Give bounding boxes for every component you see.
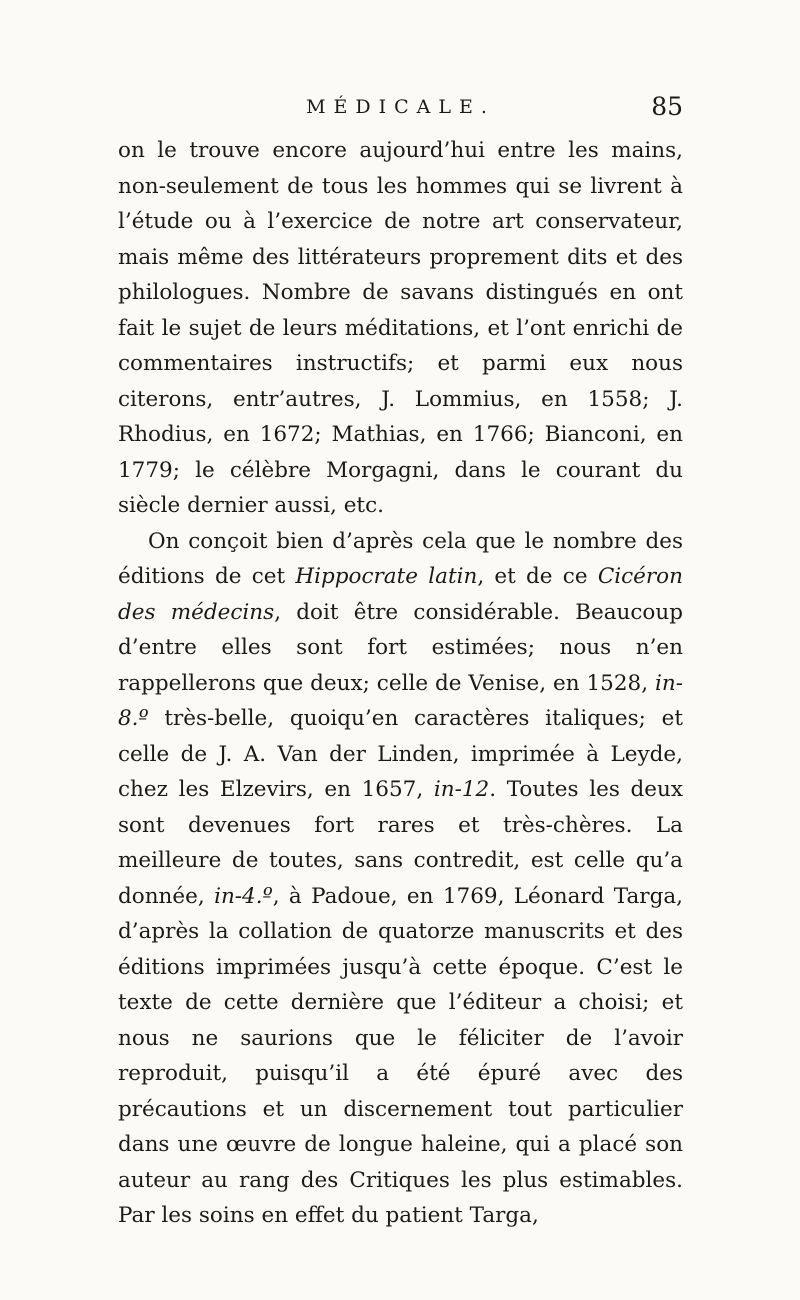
page-header	[118, 92, 683, 132]
paragraph-2-text: très-belle, quoiqu’en caractères italiques; et celle de J. A. Van der Linden, imprimée à Leyde, chez les Elzevirs, en 1657,	[118, 706, 683, 802]
italic-title-ciceron: Cicéron des médecins	[118, 564, 683, 625]
italic-format-in4: in-4.º	[214, 883, 273, 909]
paragraph-2	[118, 524, 683, 1234]
italic-title-hippocrate: Hippocrate latin	[295, 564, 478, 589]
italic-format-in12: in-12	[433, 777, 490, 802]
paragraph-1: on le trouve encore aujourd’hui entre les mains, non-seulement de tous les hommes qui se livrent à l’étude ou à l’exercice de notre art conservateur, mais même des littérateurs proprement dits et des philologues. Nombre de savans distingués en ont fait le sujet de leurs méditations, et l’ont enrichi de commentaires instructifs; et parmi eux nous citerons, entr’autres, J. Lommius, en 1558; J. Rhodius, en 1672; Mathias, en 1766; Bianconi, en 1779; le célèbre Morgagni, dans le courant du siècle dernier aussi, etc.	[118, 138, 683, 518]
paragraph-2-text: On conçoit bien d’après cela que le nombre des éditions de cet	[118, 528, 683, 589]
page-number: 85	[651, 92, 683, 121]
paragraph-2-text: , doit être considérable. Beaucoup d’entre elles sont fort estimées; nous n’en rappellerons que deux; celle de Venise, en 1528,	[118, 599, 683, 696]
body-text	[118, 133, 683, 1234]
paragraph-2-text: , à Padoue, en 1769, Léonard Targa, d’après la collation de quatorze manuscrits et des éditions imprimées jusqu’à cette époque. C’est le texte de cette dernière que l’éditeur a choisi; et nous ne saurions que le féliciter de l’avoir reproduit, puisqu’il a été épuré avec des précautions et un discernement tout particulier dans une œuvre de longue haleine, qui a placé son auteur au rang des Critiques les plus estimables. Par les soins en effet du patient Targa,	[118, 883, 683, 1228]
running-title: MÉDICALE.	[306, 96, 495, 118]
paragraph-2-text: , et de ce	[477, 564, 598, 589]
paragraph-2-text: . Toutes les deux sont devenues fort rares et très-chères. La meilleure de toutes, sans contredit, est celle qu’a donnée,	[118, 777, 683, 909]
italic-format-in8: in-8.º	[118, 670, 683, 731]
